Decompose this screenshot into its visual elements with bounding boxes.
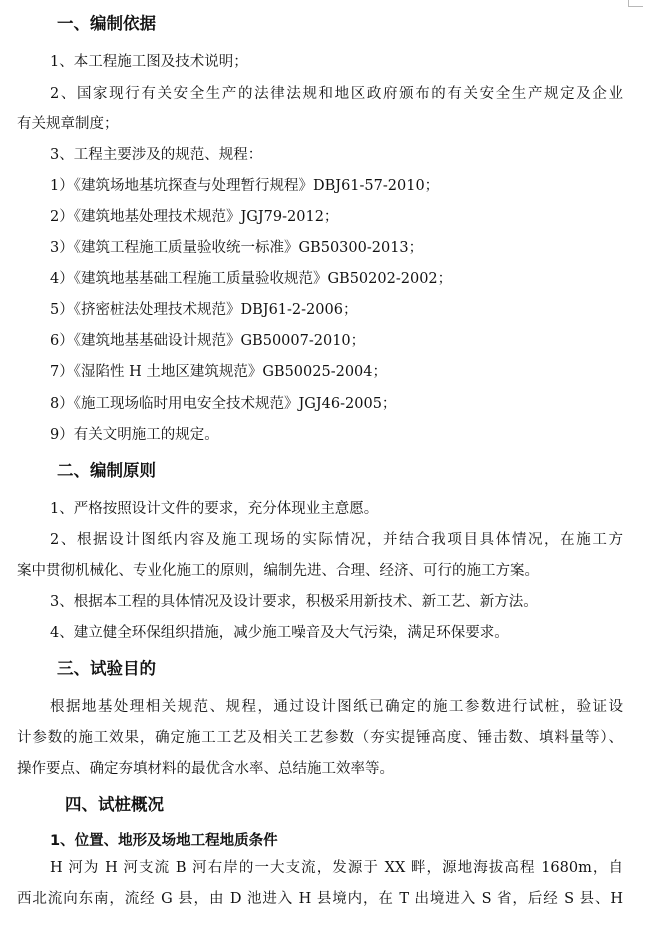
basis-item-3: 3、工程主要涉及的规范、规程： [50, 147, 263, 163]
overview-line-2: 西北流向东南，流经 G 县，由 D 池进入 H 县境内，在 T 出境进入 S 省，后经 S 县、H [17, 891, 623, 907]
standard-item-2: 2）《建筑地基处理技术规范》JGJ79-2012； [50, 209, 339, 225]
standard-item-4: 4）《建筑地基基础工程施工质量验收规范》GB50202-2002； [50, 271, 453, 287]
section-heading-purpose: 三、试验目的 [57, 659, 156, 678]
overview-subheading: 1、位置、地形及场地工程地质条件 [50, 833, 278, 849]
purpose-line-2: 计参数的施工效果，确定施工工艺及相关工艺参数（夯实提锤高度、锤击数、填料量等）、 [17, 730, 623, 746]
page-corner-mark [628, 0, 643, 7]
standard-item-8: 8）《施工现场临时用电安全技术规范》JGJ46-2005； [50, 396, 397, 412]
section-heading-overview: 四、试桩概况 [65, 795, 164, 814]
principle-line-3: 3、根据本工程的具体情况及设计要求，积极采用新技术、新工艺、新方法。 [50, 594, 538, 610]
principle-line-2: 2、根据设计图纸内容及施工现场的实际情况，并结合我项目具体情况，在施工方 [50, 532, 623, 548]
basis-item-2-cont: 有关规章制度； [17, 116, 119, 132]
standard-item-5: 5）《挤密桩法处理技术规范》DBJ61-2-2006； [50, 302, 358, 318]
principle-line-1: 1、严格按照设计文件的要求，充分体现业主意愿。 [50, 501, 379, 517]
purpose-line-1: 根据地基处理相关规范、规程，通过设计图纸已确定的施工参数进行试桩，验证设 [50, 699, 623, 715]
standard-item-1: 1）《建筑场地基坑探查与处理暂行规程》DBJ61-57-2010； [50, 178, 440, 194]
standard-item-6: 6）《建筑地基基础设计规范》GB50007-2010； [50, 333, 366, 349]
section-heading-basis: 一、编制依据 [57, 14, 156, 33]
principle-line-2-cont: 案中贯彻机械化、专业化施工的原则，编制先进、合理、经济、可行的施工方案。 [17, 563, 539, 579]
section-heading-principles: 二、编制原则 [57, 461, 156, 480]
standard-item-9: 9）有关文明施工的规定。 [50, 427, 219, 443]
purpose-line-3: 操作要点、确定夯填材料的最优含水率、总结施工效率等。 [17, 761, 394, 777]
principle-line-4: 4、建立健全环保组织措施，减少施工噪音及大气污染，满足环保要求。 [50, 625, 509, 641]
overview-line-1: H 河为 H 河支流 B 河右岸的一大支流，发源于 XX 畔，源地海拔高程 1680m，自 [50, 860, 623, 876]
basis-item-1: 1、本工程施工图及技术说明； [50, 54, 248, 70]
basis-item-2: 2、国家现行有关安全生产的法律法规和地区政府颁布的有关安全生产规定及企业 [50, 86, 623, 102]
standard-item-3: 3）《建筑工程施工质量验收统一标准》GB50300-2013； [50, 240, 424, 256]
standard-item-7: 7）《湿陷性 H 土地区建筑规范》GB50025-2004； [50, 364, 388, 380]
